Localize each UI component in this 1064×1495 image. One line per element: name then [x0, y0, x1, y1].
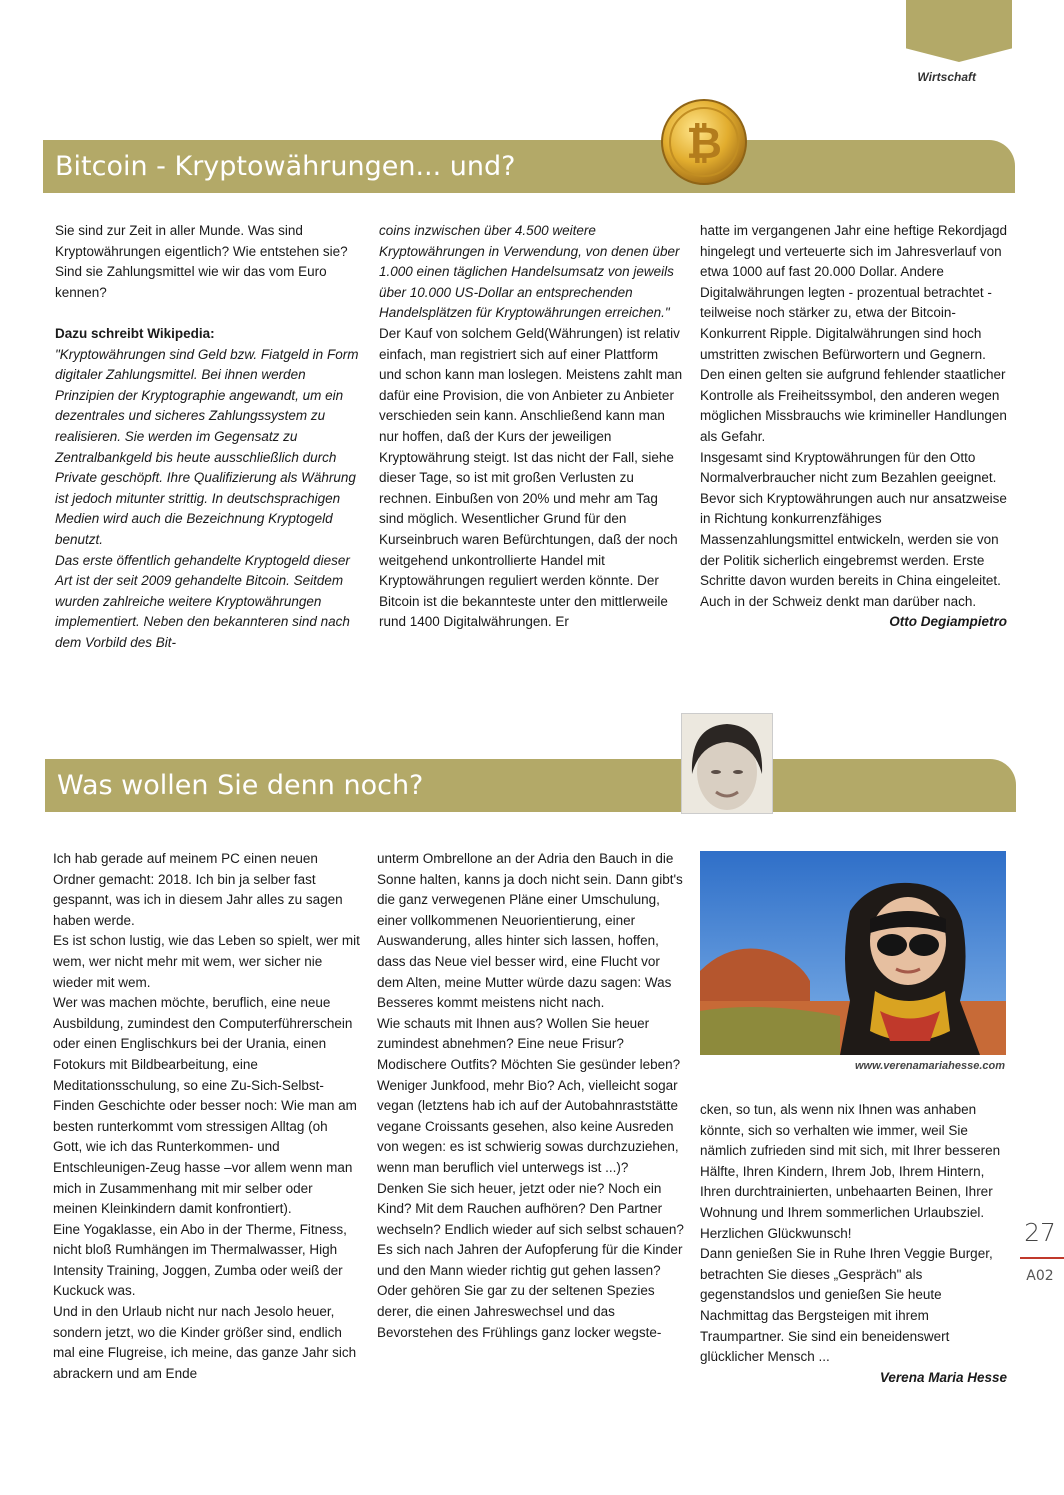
article-title-bitcoin: Bitcoin - Kryptowährungen... und?: [43, 140, 1015, 193]
article-title-was-wollen: Was wollen Sie denn noch?: [45, 759, 1016, 812]
article1-column-1: [55, 221, 360, 653]
article1-column-2: [379, 221, 684, 633]
paragraph: Denken Sie sich heuer, jetzt oder nie? Noch ein Kind? Mit dem Rauchen aufhören? Den Partner wechseln? Endlich wieder auf sich selbst schauen? Es sich nach Jahren der Aufopferung für die Kinder und den Mann wieder richtig gut gehen lassen?: [377, 1180, 684, 1278]
paragraph: Ich hab gerade auf meinem PC einen neuen Ordner gemacht: 2018. Ich bin ja selber fast gespannt, was ich in diesem Jahr alles zu sagen haben werde.: [53, 851, 343, 928]
paragraph: unterm Ombrellone an der Adria den Bauch in die Sonne halten, kanns ja doch nicht sein. Dann gibt's die ganz verwegenen Pläne einer Umschulung, einer vollkommenen Neuorientierung, einer Auswanderung, alles hinter sich lassen, hoffen, dass das Neue viel besser wird, eine Flucht vor dem Alten, meine Mutter würde dazu sagen: Was Besseres kommt meistens nicht nach.: [377, 851, 683, 1011]
quote-paragraph: coins inzwischen über 4.500 weitere Kryptowährungen in Verwendung, von denen über 1.000 einen täglichen Handelsumsatz von jeweils über 10.000 US-Dollar an entsprechenden Handelsplätzen für Kryptowährungen erreichen.": [379, 223, 680, 321]
quote-paragraph: "Kryptowährungen sind Geld bzw. Fiatgeld in Form digitaler Zahlungsmittel. Bei ihnen werden Prinzipien der Kryptographie angewandt, um ein dezentrales und sicheres Zahlungssystem zu realisieren. Sie werden im Gegensatz zu Zentralbankgeld bis heute ausschließlich durch Private geschöpft. Ihre Qualifizierung als Währung ist jedoch mitunter strittig. In deutschsprachigen Medien wird auch die Bezeichnung Kryptogeld benutzt.: [55, 346, 359, 547]
author-portrait: [681, 713, 773, 814]
bitcoin-coin-icon: [660, 98, 748, 186]
paragraph: Oder gehören Sie gar zu der seltenen Spezies derer, die einen Jahreswechsel und das Bevorstehen des Frühlings ganz locker wegste-: [377, 1283, 662, 1340]
article2-column-2: [377, 849, 684, 1343]
paragraph: Es ist schon lustig, wie das Leben so spielt, wer mit wem, wer nicht mehr mit wem, wer sicher nie wieder mit wem.: [53, 933, 360, 990]
svg-text:₿: ₿: [686, 118, 722, 169]
section-tab: [906, 0, 1012, 62]
paragraph: Der Kauf von solchem Geld(Währungen) ist relativ einfach, man registriert sich auf einer Plattform und schon kann man loslegen. Meistens zahlt man dafür eine Provision, die von Anbieter zu Anbieter verschieden sein kann. Anschließend kann man nur hoffen, daß der Kurs der jeweiligen Kryptowährung steigt. Ist das nicht der Fall, siehe dieser Tage, so ist mit großen Verlusten zu rechnen. Einbußen von 20% und mehr am Tag sind möglich. Wesentlicher Grund für den Kurseinbruch waren Befürchtungen, daß der noch weitgehend unkontrollierte Handel mit Kryptowährungen reguliert werden könnte. Der Bitcoin ist die bekannteste unter den mittlerweile rund 1400 Digitalwährungen. Er: [379, 325, 683, 630]
article-photo: [700, 851, 1006, 1055]
paragraph: hatte im vergangenen Jahr eine heftige Rekordjagd hingelegt und verteuerte sich im Jahresverlauf von etwa 1000 auf fast 20.000 Dollar. Andere Digitalwährungen legten - prozentual betrachtet - teilweise noch stärker zu, etwa der Bitcoin-Konkurrent Ripple. Digitalwährungen sind hoch umstritten zwischen Befürwortern und Gegnern. Den einen gelten sie aufgrund fehlender staatlicher Kontrolle als Freiheitssymbol, den anderen wegen möglichen Missbrauchs wie krimineller Handlungen als Gefahr.: [700, 223, 1007, 444]
paragraph: Insgesamt sind Kryptowährungen für den Otto Normalverbraucher nicht zum Bezahlen geeignet. Bevor sich Kryptowährungen auch nur ansatzweise in Richtung konkurrenzfähiges Massenzahlungsmittel entwickeln, werden sie von der Politik sicherlich eingebremst werden. Erste Schritte davon wurden bereits in China eingeleitet. Auch in der Schweiz denkt man darüber nach.: [700, 449, 1007, 609]
paragraph: Eine Yogaklasse, ein Abo in der Therme, Fitness, nicht bloß Rumhängen im Thermalwasser, High Intensity Training, Joggen, Zumba oder weiß der Kuckuck was.: [53, 1221, 347, 1299]
article2-column-3: [700, 1100, 1007, 1388]
photo-caption: www.verenamariahesse.com: [854, 1060, 1005, 1072]
page-number: 27: [1024, 1218, 1056, 1247]
section-label: Wirtschaft: [917, 70, 976, 84]
wikipedia-heading: Dazu schreibt Wikipedia:: [55, 325, 215, 341]
author-byline: Otto Degiampietro: [889, 614, 1007, 630]
paragraph: Sie sind zur Zeit in aller Munde. Was sind Kryptowährungen eigentlich? Wie entstehen sie? Sind sie Zahlungsmittel wie wir das vom Euro kennen?: [55, 223, 348, 300]
article2-column-1: [53, 849, 360, 1384]
author-byline: Verena Maria Hesse: [879, 1369, 1007, 1385]
paragraph: cken, so tun, als wenn nix Ihnen was anhaben könnte, sich so verhalten wie immer, weil Sie nämlich zufrieden sind mit sich, mit Ihrer besseren Hälfte, Ihren Kindern, Ihrem Job, Ihrem Hintern, Ihren durchtrainierten, unbehaarten Beinen, Ihrer Wohnung und Ihrem sommerlichen Urlaubsziel. Herzlichen Glückwunsch!: [700, 1102, 1001, 1241]
article1-column-3: [700, 221, 1007, 633]
quote-paragraph: Das erste öffentlich gehandelte Kryptogeld dieser Art ist der seit 2009 gehandelte Bitcoin. Seitdem wurden zahlreiche weitere Kryptowährungen implementiert. Neben den bekannteren sind nach dem Vorbild des Bit-: [55, 552, 350, 650]
page-divider: [1020, 1257, 1064, 1259]
paragraph: Und in den Urlaub nicht nur nach Jesolo heuer, sondern jetzt, wo die Kinder größer sind, endlich mal eine Flugreise, ich meine, das ganze Jahr sich abrackern und am Ende: [53, 1304, 357, 1381]
paragraph: Dann genießen Sie in Ruhe Ihren Veggie Burger, betrachten Sie dieses „Gespräch" als gegenstandslos und genießen Sie heute Nachmittag das Bergsteigen mit ihrem Traumpartner. Sie sind ein beneidenswert glücklicher Mensch ...: [700, 1246, 993, 1365]
paragraph: Wie schauts mit Ihnen aus? Wollen Sie heuer zumindest abnehmen? Eine neue Frisur? Modischere Outfits? Möchten Sie gesünder leben? Weniger Junkfood, mehr Bio? Ach, vielleicht sogar vegan (letztens hab ich auf der Autobahnraststätte vegane Croissants gesehen, also keine Ausreden von wegen: es ist schwierig sowas durchzuziehen, wenn man beruflich viel unterwegs ist ...)?: [377, 1015, 681, 1175]
page-code: A02: [1026, 1268, 1054, 1284]
paragraph: Wer was machen möchte, beruflich, eine neue Ausbildung, zumindest den Computerführerschein oder einen Englischkurs bei der Urania, einen Fotokurs mit Bildbearbeitung, eine Meditationsschulung, so eine Zu-Sich-Selbst-Finden Geschichte oder besser noch: Wie man am besten runterkommt vom stressigen Alltag (oh Gott, wie ich das Runterkommen- und Entschleunigen-Zeug hasse –vor allem wenn man mich in Zusammenhang mit mir selber oder meinen Kleinkindern damit konfrontiert).: [53, 995, 357, 1217]
